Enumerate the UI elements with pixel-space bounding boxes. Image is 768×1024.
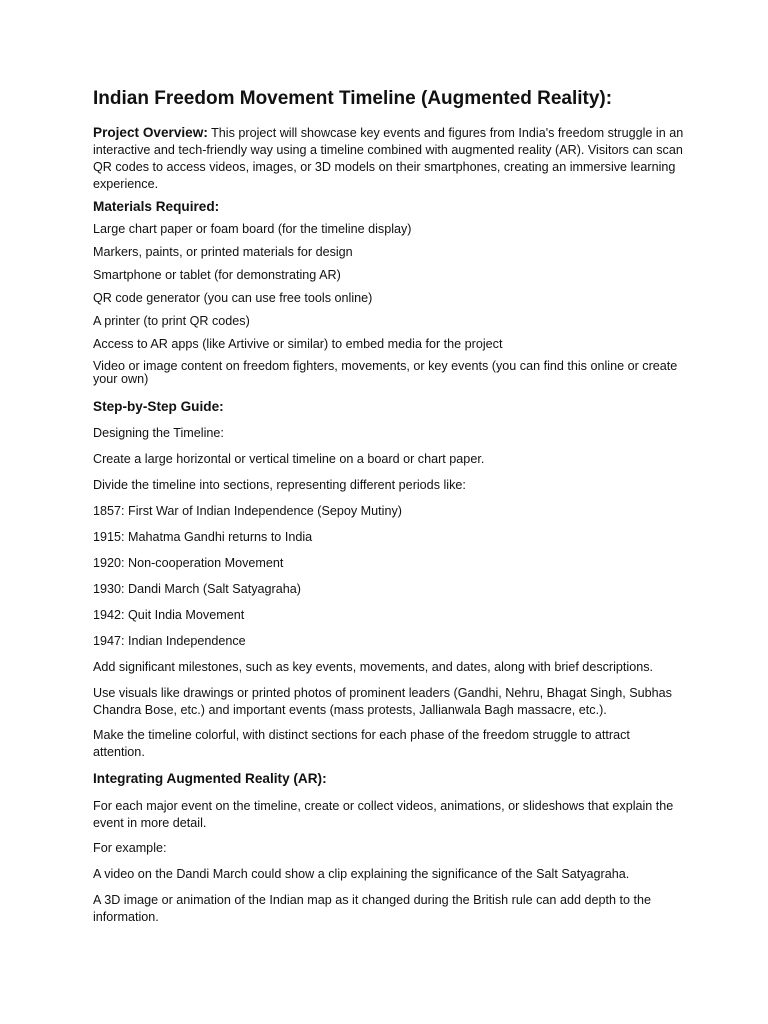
guide-line: Create a large horizontal or vertical timeline on a board or chart paper. [93, 452, 485, 466]
timeline-period-1930: 1930: Dandi March (Salt Satyagraha) [93, 582, 301, 596]
material-item: Access to AR apps (like Artivive or similar) to embed media for the project [93, 337, 503, 351]
project-overview-label: Project Overview: [93, 125, 208, 140]
material-item: Video or image content on freedom fighters, movements, or key events (you can find this online or create your own) [93, 359, 678, 386]
material-item: Large chart paper or foam board (for the timeline display) [93, 222, 412, 236]
guide-line: Make the timeline colorful, with distinct sections for each phase of the freedom struggle to attract attention. [93, 728, 630, 759]
guide-line: Designing the Timeline: [93, 426, 224, 440]
project-overview-paragraph [93, 124, 685, 193]
guide-line: Divide the timeline into sections, representing different periods like: [93, 478, 466, 492]
ar-line: A video on the Dandi March could show a clip explaining the significance of the Salt Satyagraha. [93, 867, 630, 881]
document-title: Indian Freedom Movement Timeline (Augmented Reality): [93, 88, 613, 109]
ar-line: For example: [93, 841, 167, 855]
timeline-period-1857: 1857: First War of Indian Independence (Sepoy Mutiny) [93, 504, 402, 518]
material-item: QR code generator (you can use free tools online) [93, 291, 373, 305]
timeline-period-1920: 1920: Non-cooperation Movement [93, 556, 284, 570]
ar-line: A 3D image or animation of the Indian map as it changed during the British rule can add depth to the information. [93, 893, 651, 924]
material-item: A printer (to print QR codes) [93, 314, 250, 328]
timeline-period-1947: 1947: Indian Independence [93, 634, 246, 648]
project-overview-text: This project will showcase key events and figures from India's freedom struggle in an interactive and tech-friendly way using a timeline combined with augmented reality (AR). Visitors can scan QR codes to access videos, images, or 3D models on their smartphones, creating an immersive learning experience. [93, 126, 684, 191]
guide-line: Add significant milestones, such as key events, movements, and dates, along with brief descriptions. [93, 660, 654, 674]
materials-heading: Materials Required: [93, 199, 220, 214]
guide-line: Use visuals like drawings or printed photos of prominent leaders (Gandhi, Nehru, Bhagat Singh, Subhas Chandra Bose, etc.) and important events (mass protests, Jallianwala Bagh massacre, etc.). [93, 686, 672, 717]
timeline-period-1915: 1915: Mahatma Gandhi returns to India [93, 530, 313, 544]
material-item: Smartphone or tablet (for demonstrating AR) [93, 268, 341, 282]
material-item: Markers, paints, or printed materials for design [93, 245, 353, 259]
ar-line: For each major event on the timeline, create or collect videos, animations, or slideshows that explain the event in more detail. [93, 799, 674, 830]
ar-heading: Integrating Augmented Reality (AR): [93, 771, 327, 786]
guide-heading: Step-by-Step Guide: [93, 399, 224, 414]
timeline-period-1942: 1942: Quit India Movement [93, 608, 245, 622]
